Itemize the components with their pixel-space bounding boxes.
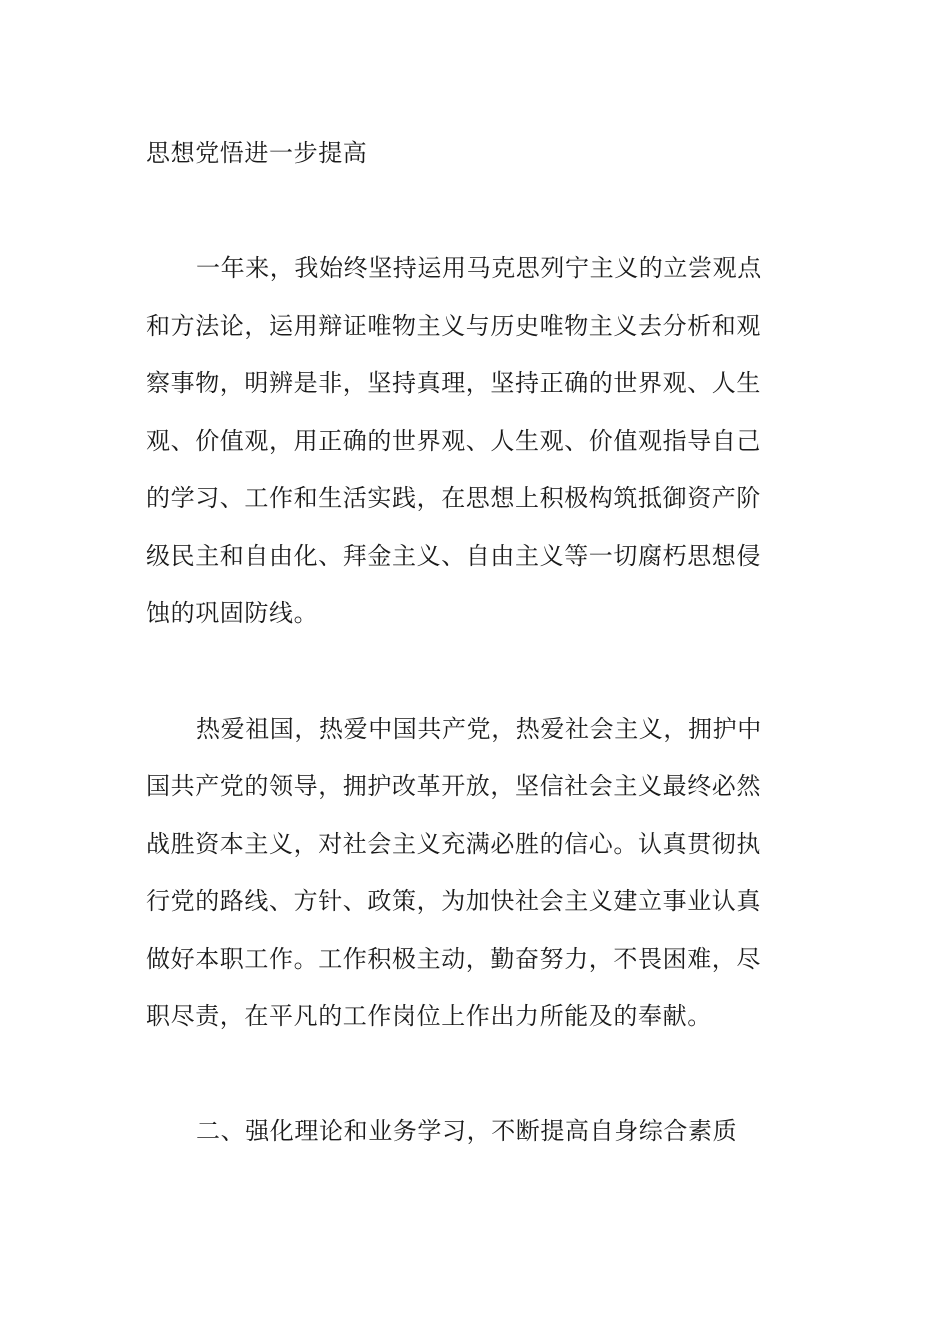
- paragraph-1-line-4: 观、价值观，用正确的世界观、人生观、价值观指导自己: [146, 427, 761, 455]
- paragraph-1-line-6: 级民主和自由化、拜金主义、自由主义等一切腐朽思想侵: [146, 542, 761, 570]
- paragraph-2-line-6: 职尽责，在平凡的工作岗位上作出力所能及的奉献。: [146, 1002, 712, 1030]
- paragraph-2-line-1: 热爱祖国，热爱中国共产党，热爱社会主义，拥护中: [196, 715, 762, 743]
- paragraph-2-line-5: 做好本职工作。工作积极主动，勤奋努力，不畏困难，尽: [146, 945, 761, 973]
- paragraph-2-line-2: 国共产党的领导，拥护改革开放，坚信社会主义最终必然: [146, 772, 761, 800]
- paragraph-2-line-3: 战胜资本主义，对社会主义充满必胜的信心。认真贯彻执: [146, 830, 761, 858]
- heading-fragment: 思想党悟进一步提高: [146, 139, 368, 167]
- paragraph-1-line-2: 和方法论，运用辩证唯物主义与历史唯物主义去分析和观: [146, 312, 761, 340]
- paragraph-1-line-7: 蚀的巩固防线。: [146, 599, 319, 627]
- paragraph-1-line-1: 一年来，我始终坚持运用马克思列宁主义的立尝观点: [196, 254, 762, 282]
- paragraph-1-line-5: 的学习、工作和生活实践，在思想上积极构筑抵御资产阶: [146, 484, 761, 512]
- section-heading: 二、强化理论和业务学习，不断提高自身综合素质: [196, 1117, 738, 1145]
- paragraph-1-line-3: 察事物，明辨是非，坚持真理，坚持正确的世界观、人生: [146, 369, 761, 397]
- paragraph-2-line-4: 行党的路线、方针、政策，为加快社会主义建立事业认真: [146, 887, 761, 915]
